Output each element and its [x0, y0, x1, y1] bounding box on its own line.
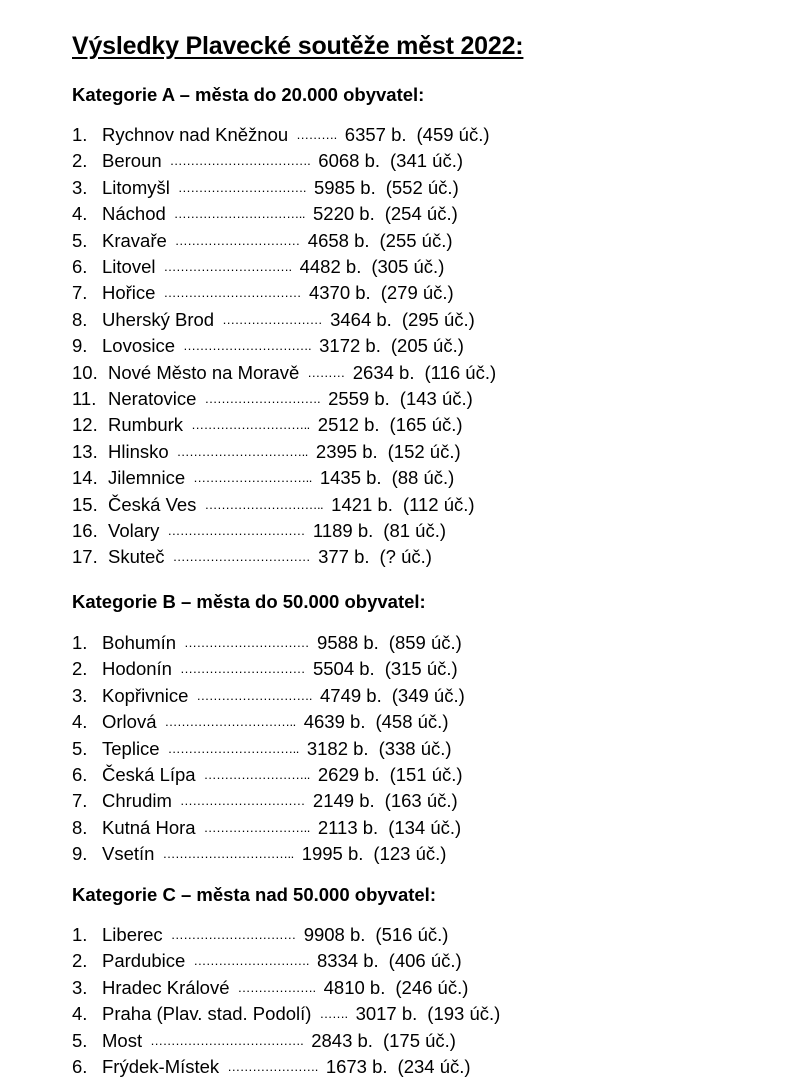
- city-name: Česká Lípa: [102, 764, 196, 785]
- city-name: Rychnov nad Kněžnou: [102, 124, 289, 145]
- rank-number: 9.: [72, 335, 88, 357]
- rank-number: 9.: [72, 843, 88, 865]
- city-name: Hodonín: [102, 658, 172, 680]
- participants-count: (516 úč.): [375, 924, 449, 945]
- result-row: [72, 656, 772, 682]
- participants-count: (163 úč.): [384, 790, 458, 812]
- points-value: 9908 b.: [303, 924, 366, 945]
- city-name: Neratovice: [108, 388, 197, 409]
- category-heading: Kategorie B – města do 50.000 obyvatel:: [72, 591, 426, 612]
- result-row: [72, 122, 772, 148]
- city-name: Teplice: [102, 737, 160, 759]
- result-row: [72, 1001, 772, 1027]
- rank-number: 15.: [72, 493, 98, 515]
- result-row: [72, 307, 772, 333]
- rank-number: 7.: [72, 790, 88, 812]
- participants-count: (143 úč.): [399, 388, 473, 409]
- participants-count: (88 úč.): [391, 467, 455, 489]
- rank-number: 6.: [72, 256, 88, 277]
- points-value: 5220 b.: [313, 203, 375, 225]
- rank-number: 12.: [72, 414, 98, 436]
- result-row: [72, 630, 772, 656]
- city-name: Kutná Hora: [102, 816, 196, 838]
- participants-count: (175 úč.): [382, 1029, 456, 1051]
- dot-leader: ……………………….: [193, 953, 309, 969]
- participants-count: (458 úč.): [375, 711, 449, 733]
- result-row: [72, 360, 772, 386]
- dot-leader: …………………………..: [173, 206, 305, 222]
- city-name: Liberec: [102, 924, 163, 945]
- points-value: 3182 b.: [306, 737, 369, 759]
- rank-number: 4.: [72, 711, 88, 733]
- dot-leader: …………………………..: [164, 714, 296, 730]
- points-value: 4370 b.: [308, 282, 371, 304]
- result-row: [72, 465, 772, 491]
- rank-number: 1.: [72, 632, 88, 653]
- participants-count: (152 úč.): [387, 440, 461, 462]
- participants-count: (165 úč.): [389, 414, 463, 436]
- participants-count: (406 úč.): [388, 950, 462, 972]
- points-value: 3172 b.: [319, 335, 381, 357]
- points-value: 377 b.: [318, 546, 370, 568]
- dot-leader: ……………………….: [196, 687, 313, 703]
- dot-leader: ………………………….: [163, 259, 292, 274]
- points-value: 2634 b.: [352, 361, 415, 383]
- rank-number: 5.: [72, 737, 88, 759]
- rank-number: 4.: [72, 203, 88, 225]
- points-value: 6068 b.: [318, 150, 381, 172]
- category-heading: Kategorie A – města do 20.000 obyvatel:: [72, 84, 425, 105]
- city-name: Chrudim: [102, 790, 172, 812]
- rank-number: 5.: [72, 1029, 88, 1051]
- city-name: Frýdek-Místek: [102, 1056, 220, 1077]
- city-name: Beroun: [102, 150, 162, 172]
- dot-leader: …….: [319, 1006, 348, 1022]
- points-value: 5985 b.: [313, 176, 376, 198]
- category-heading: Kategorie C – města nad 50.000 obyvatel:: [72, 884, 436, 905]
- points-value: 2559 b.: [328, 388, 390, 409]
- city-name: Most: [102, 1029, 143, 1051]
- points-value: 8334 b.: [316, 950, 379, 972]
- result-row: [72, 762, 772, 788]
- city-name: Pardubice: [102, 950, 186, 972]
- participants-count: (341 úč.): [390, 150, 464, 172]
- city-name: Hlinsko: [108, 440, 169, 462]
- rank-number: 3.: [72, 176, 88, 198]
- dot-leader: …………………………..: [162, 846, 294, 862]
- dot-leader: ……………………: [222, 311, 323, 327]
- dot-leader: ……………………….: [204, 391, 321, 406]
- result-row: [72, 280, 772, 306]
- result-row: [72, 412, 772, 438]
- city-name: Kravaře: [102, 229, 167, 251]
- city-name: Hořice: [102, 282, 156, 304]
- result-row: [72, 175, 772, 201]
- participants-count: (279 úč.): [380, 282, 454, 304]
- dot-leader: ……………………………….: [150, 1032, 304, 1048]
- rank-number: 2.: [72, 950, 88, 972]
- points-value: 2113 b.: [317, 816, 379, 838]
- participants-count: (254 úč.): [384, 203, 458, 225]
- result-row: [72, 544, 772, 570]
- dot-leader: ………: [307, 364, 345, 380]
- participants-count: (151 úč.): [389, 764, 463, 785]
- result-row: [72, 922, 772, 948]
- rank-number: 16.: [72, 520, 98, 541]
- result-row: [72, 788, 772, 814]
- participants-count: (859 úč.): [388, 632, 462, 653]
- result-row: [72, 1028, 772, 1054]
- points-value: 3017 b.: [355, 1003, 418, 1025]
- points-value: 6357 b.: [344, 124, 407, 145]
- participants-count: (193 úč.): [427, 1003, 501, 1025]
- points-value: 1995 b.: [301, 843, 364, 865]
- result-row: [72, 815, 772, 841]
- dot-leader: …………………………….: [169, 153, 311, 169]
- result-row: [72, 736, 772, 762]
- points-value: 4749 b.: [320, 684, 382, 706]
- points-value: 9588 b.: [317, 632, 379, 653]
- result-row: [72, 975, 772, 1001]
- points-value: 2512 b.: [317, 414, 380, 436]
- participants-count: (255 úč.): [379, 229, 453, 251]
- participants-count: (81 úč.): [383, 520, 446, 541]
- participants-count: (234 úč.): [397, 1056, 471, 1077]
- points-value: 1435 b.: [319, 467, 382, 489]
- city-name: Jilemnice: [108, 467, 186, 489]
- rank-number: 4.: [72, 1003, 88, 1025]
- rank-number: 5.: [72, 229, 88, 251]
- result-row: [72, 386, 772, 412]
- dot-leader: …………………………..: [176, 443, 308, 459]
- city-name: Litovel: [102, 256, 156, 277]
- city-name: Česká Ves: [108, 493, 197, 515]
- participants-count: (116 úč.): [424, 361, 497, 383]
- city-name: Orlová: [102, 711, 157, 733]
- dot-leader: ……………………………: [163, 285, 301, 301]
- points-value: 1673 b.: [325, 1056, 388, 1077]
- result-row: [72, 439, 772, 465]
- result-row: [72, 709, 772, 735]
- result-row: [72, 683, 772, 709]
- rank-number: 8.: [72, 816, 88, 838]
- dot-leader: …………………………..: [167, 740, 299, 756]
- points-value: 4658 b.: [307, 229, 370, 251]
- city-name: Kopřivnice: [102, 684, 189, 706]
- dot-leader: ………………………..: [193, 470, 312, 486]
- city-name: Hradec Králové: [102, 976, 230, 998]
- points-value: 2843 b.: [311, 1029, 373, 1051]
- dot-leader: …………………………: [170, 927, 296, 942]
- points-value: 2395 b.: [315, 440, 378, 462]
- dot-leader: ……….: [296, 127, 337, 142]
- participants-count: (349 úč.): [391, 684, 465, 706]
- points-value: 5504 b.: [312, 658, 375, 680]
- result-row: [72, 1054, 772, 1080]
- participants-count: (305 úč.): [371, 256, 445, 277]
- result-row: [72, 492, 772, 518]
- rank-number: 6.: [72, 764, 88, 785]
- dot-leader: ……………………………: [172, 549, 311, 565]
- points-value: 2149 b.: [312, 790, 375, 812]
- rank-number: 11.: [72, 388, 97, 409]
- rank-number: 13.: [72, 440, 98, 462]
- city-name: Rumburk: [108, 414, 184, 436]
- rank-number: 7.: [72, 282, 88, 304]
- dot-leader: …………………………: [184, 635, 310, 650]
- participants-count: (134 úč.): [388, 816, 462, 838]
- result-row: [72, 518, 772, 544]
- result-row: [72, 201, 772, 227]
- participants-count: (123 úč.): [373, 843, 447, 865]
- city-name: Praha (Plav. stad. Podolí): [102, 1003, 312, 1025]
- city-name: Vsetín: [102, 843, 155, 865]
- rank-number: 1.: [72, 924, 88, 945]
- city-name: Bohumín: [102, 632, 177, 653]
- dot-leader: ……………………..: [203, 819, 310, 835]
- participants-count: (459 úč.): [416, 124, 490, 145]
- city-name: Skuteč: [108, 546, 165, 568]
- points-value: 1421 b.: [331, 493, 393, 515]
- city-name: Lovosice: [102, 335, 176, 357]
- dot-leader: ……………………..: [203, 767, 310, 782]
- rank-number: 3.: [72, 684, 88, 706]
- points-value: 4810 b.: [323, 976, 386, 998]
- result-row: [72, 228, 772, 254]
- dot-leader: ………………………..: [191, 417, 310, 433]
- points-value: 3464 b.: [330, 308, 392, 330]
- points-value: 4482 b.: [299, 256, 362, 277]
- dot-leader: ………………….: [227, 1059, 318, 1074]
- dot-leader: ………………………..: [204, 496, 324, 512]
- document-title: Výsledky Plavecké soutěže měst 2022:: [72, 32, 524, 60]
- city-name: Náchod: [102, 203, 166, 225]
- city-name: Uherský Brod: [102, 308, 215, 330]
- participants-count: (112 úč.): [402, 493, 475, 515]
- rank-number: 3.: [72, 976, 88, 998]
- result-row: [72, 333, 772, 359]
- result-row: [72, 841, 772, 867]
- dot-leader: …………………………: [174, 232, 300, 248]
- rank-number: 6.: [72, 1056, 88, 1077]
- city-name: Volary: [108, 520, 160, 541]
- result-row: [72, 148, 772, 174]
- points-value: 4639 b.: [303, 711, 366, 733]
- points-value: 2629 b.: [317, 764, 380, 785]
- result-row: [72, 254, 772, 280]
- participants-count: (315 úč.): [384, 658, 458, 680]
- rank-number: 14.: [72, 467, 98, 489]
- rank-number: 1.: [72, 124, 88, 145]
- dot-leader: …………………………: [179, 661, 305, 677]
- dot-leader: …………………………: [179, 793, 305, 809]
- dot-leader: ……………….: [237, 979, 316, 995]
- city-name: Litomyšl: [102, 176, 170, 198]
- rank-number: 17.: [72, 546, 98, 568]
- result-row: [72, 948, 772, 974]
- dot-leader: ………………………….: [177, 179, 306, 195]
- participants-count: (295 úč.): [401, 308, 475, 330]
- city-name: Nové Město na Moravě: [108, 361, 300, 383]
- rank-number: 2.: [72, 150, 88, 172]
- participants-count: (? úč.): [379, 546, 432, 568]
- dot-leader: ……………………………: [167, 523, 305, 538]
- participants-count: (246 úč.): [395, 976, 469, 998]
- rank-number: 10.: [72, 361, 98, 383]
- rank-number: 2.: [72, 658, 88, 680]
- dot-leader: ………………………….: [183, 338, 312, 354]
- participants-count: (552 úč.): [385, 176, 459, 198]
- participants-count: (205 úč.): [390, 335, 464, 357]
- rank-number: 8.: [72, 308, 88, 330]
- participants-count: (338 úč.): [378, 737, 452, 759]
- points-value: 1189 b.: [312, 520, 374, 541]
